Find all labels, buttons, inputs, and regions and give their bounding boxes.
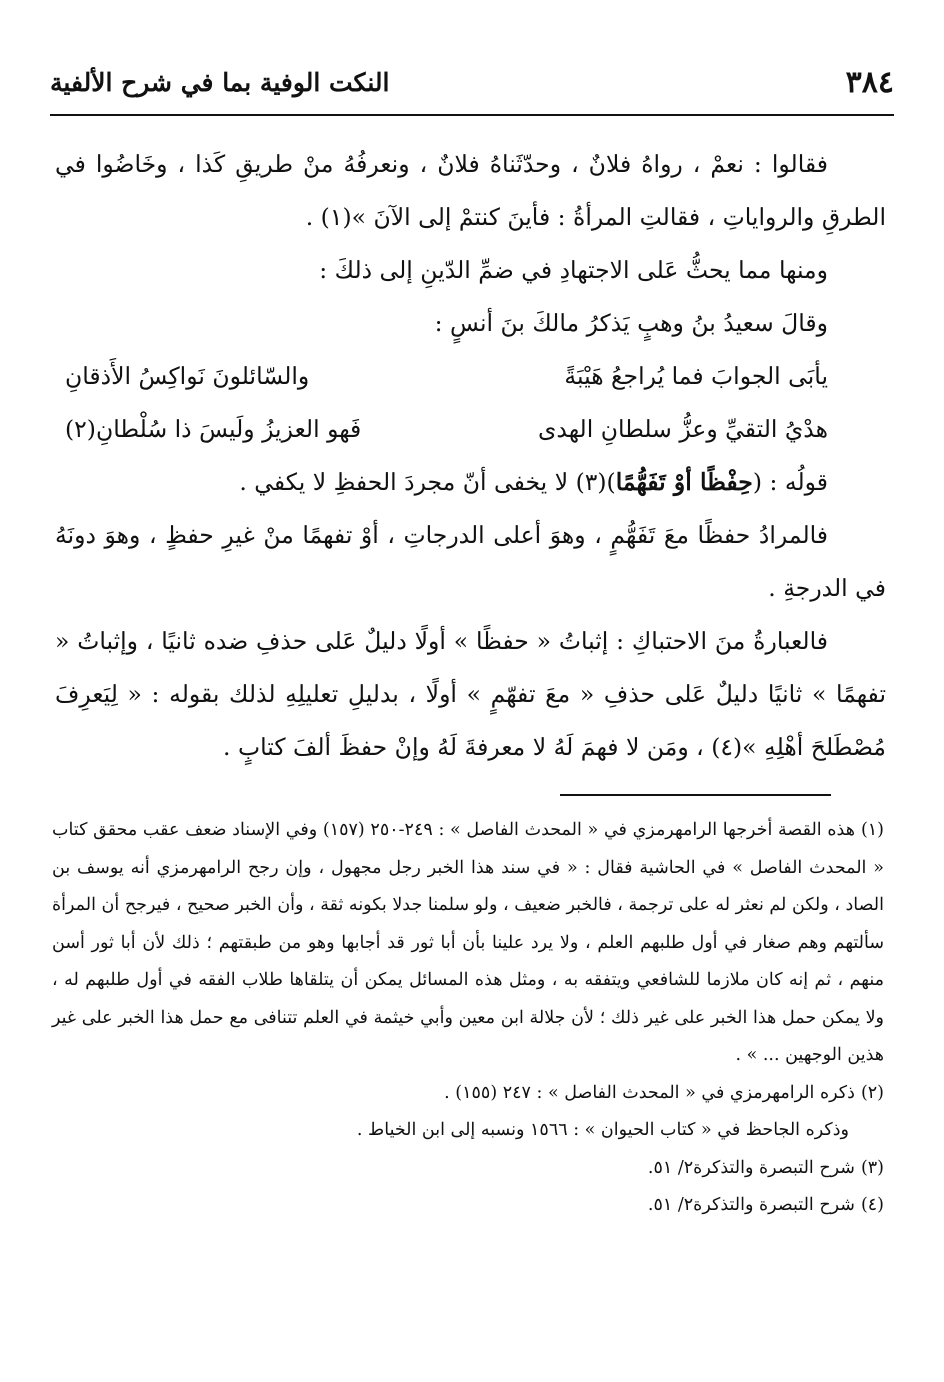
lemma-comment: )(٣) لا يخفى أنّ مجردَ الحفظِ لا يكفي . [239, 468, 616, 496]
paragraph-encouragement: ومنها مما يحثُّ عَلى الاجتهادِ في ضمِّ الدّينِ إلى ذلكَ : [319, 256, 828, 284]
paragraph-lemma [55, 456, 886, 509]
footnote-text: شرح التبصرة والتذكرة٢/ ٥١. [647, 1195, 855, 1215]
verse-line-1 [55, 350, 886, 403]
footnote-text: ذكره الرامهرمزي في « المحدث الفاصل » : ٢٤٧ (١٥٥) . [444, 1082, 855, 1103]
footnote-number: (٢) [860, 1082, 884, 1103]
footnote-number: (١) [860, 820, 884, 840]
footnote-2-continuation: وذكره الجاحظ في « كتاب الحيوان » : ١٥٦٦ ونسبه إلى ابن الخياط . [356, 1120, 849, 1140]
footnote-text: هذه القصة أخرجها الرامهرمزي في « المحدث الفاصل » : ٢٤٩-٢٥٠ (١٥٧) وفي الإسناد ضعف عقب محقق كتاب « المحدث الفاصل » في الحاشية فقال : « في سند هذا الخبر رجل مجهول ، وإن رجح الرامهرمزي أنه يوسف بن الصاد ، ولكن لم نعثر له على ترجمة ، فالخبر ضعيف ، ولو سلمنا جدلا بكونه ثقة ، وأن الخبر صحيح ، فيرجح أن المرأة سألتهم وهم صغار في أول طلبهم العلم ، ولا يرد علينا بأن أبا ثور قد أجابها وهو من طبقتهم ؛ ذلك لأن أبا ثور أسن منهم ، ثم إنه كان ملازما للشافعي ويتفقه به ، ومثل هذه المسائل يمكن أن يتلقاها طلاب الفقه في أول طلبهم له ، ولا يمكن حمل هذا الخبر على غير ذلك ؛ لأن جلالة ابن معين وأبي خيثمة في العلم تتنافى مع حمل هذا الخبر على غير هذين الوجهين ... » . [52, 820, 884, 1065]
footnote-1 [52, 812, 884, 1075]
paragraph-ihtibak: فالعبارةُ منَ الاحتباكِ : إثباتُ « حفظًا » أولًا دليلٌ عَلى حذفِ ضده ثانيًا ، وإثباتُ « تفهمًا » ثانيًا دليلٌ عَلى حذفِ « معَ تفهّمٍ » أولًا ، بدليلِ تعليلِهِ لذلك بقوله : « لِيَعرِفَ مُصْطَلحَ أهْلِهِ »(٤) ، ومَن لا فهمَ لَهُ لا معرفةَ لَهُ وإنْ حفظَ ألفَ كتابٍ . [55, 627, 886, 761]
running-title: النكت الوفية بما في شرح الألفية [50, 67, 390, 97]
paragraph-meaning: فالمرادُ حفظًا معَ تَفَهُّمٍ ، وهوَ أعلى الدرجاتِ ، أوْ تفهمًا منْ غيرِ حفظٍ ، وهوَ دونَهُ في الدرجةِ . [55, 521, 886, 602]
verse-2-first-hemistich: هدْيُ التقيِّ وعزُّ سلطانِ الهدى [537, 415, 828, 443]
main-text [55, 138, 886, 774]
verse-1-second-hemistich: والسّائلونَ نَواكِسُ الأَذقانِ [65, 362, 310, 390]
footnote-2 [52, 1075, 884, 1113]
paragraph-women-question: فقالوا : نعمْ ، رواهُ فلانٌ ، وحدّثَناهُ فلانٌ ، ونعرفُهُ منْ طريقِ كَذا ، وخَاضُوا في الطرقِ والرواياتِ ، فقالتِ المرأةُ : فأينَ كنتمْ إلى الآنَ »(١) . [55, 150, 886, 231]
footnote-3 [52, 1150, 884, 1188]
header-rule [50, 114, 894, 116]
running-header [50, 60, 894, 104]
verse-line-2 [55, 403, 886, 456]
lemma-quote: حِفْظًا أوْ تَفَهُّمًا [615, 468, 753, 496]
footnote-text: شرح التبصرة والتذكرة٢/ ٥١. [647, 1157, 855, 1178]
lemma-intro: قولُه : ( [752, 468, 828, 496]
footnote-number: (٤) [860, 1195, 884, 1215]
footnotes [52, 812, 884, 1225]
footnote-4 [52, 1187, 884, 1225]
verse-1-first-hemistich: يأبَى الجوابَ فما يُراجعُ هَيْبَةً [564, 362, 828, 390]
footnote-separator [560, 794, 831, 796]
footnote-number: (٣) [860, 1157, 884, 1178]
paragraph-verse-intro: وقالَ سعيدُ بنُ وهبٍ يَذكرُ مالكَ بنَ أنسٍ : [434, 309, 828, 337]
page-number: ٣٨٤ [845, 64, 894, 100]
verse-2-second-hemistich: فَهو العزيزُ ولَيسَ ذا سُلْطانِ(٢) [65, 415, 362, 443]
